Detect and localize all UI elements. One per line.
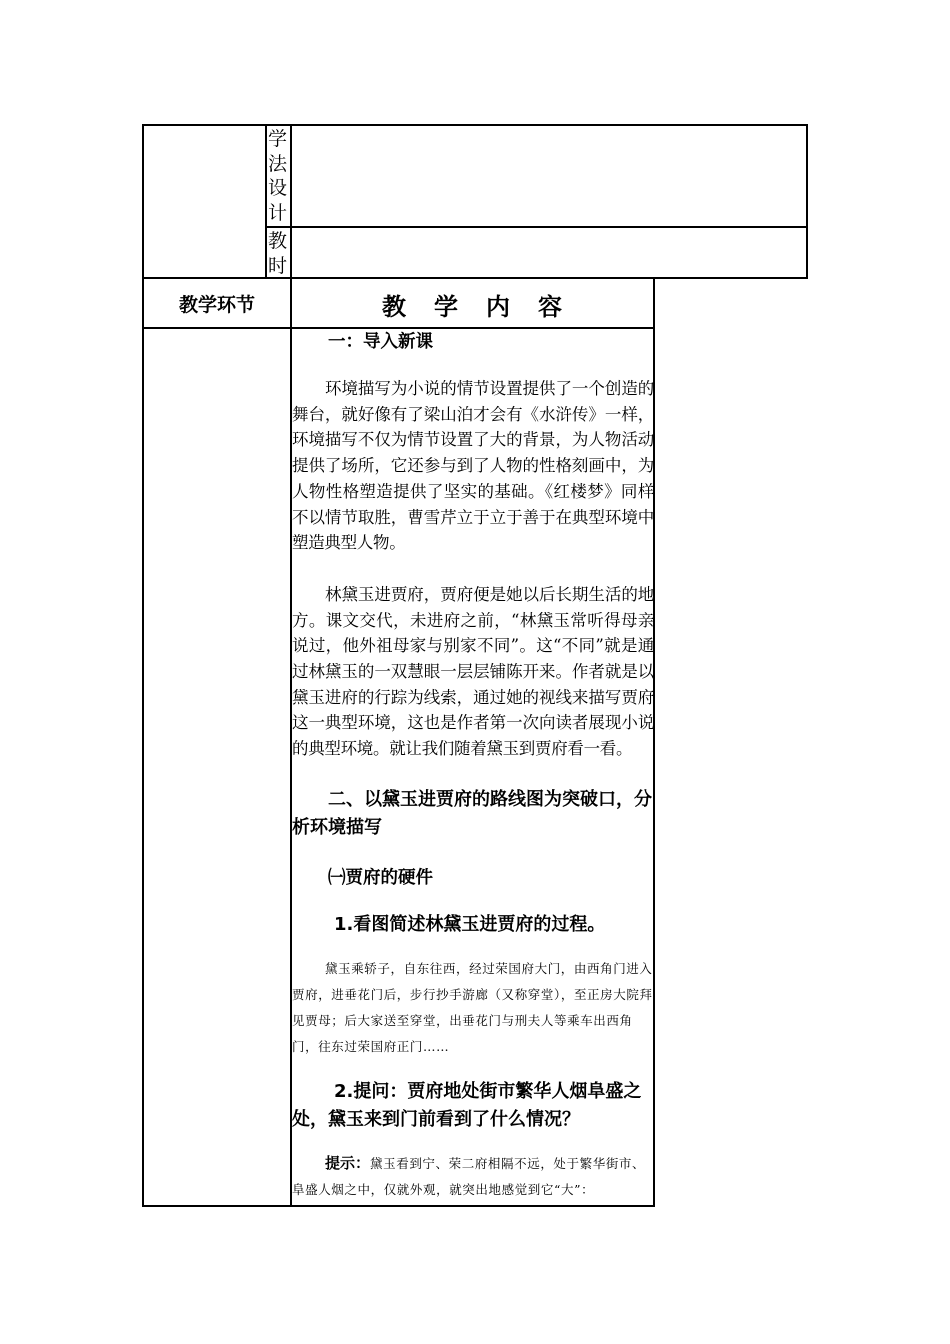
section-heading-route: 二、以黛玉进贾府的路线图为突破口，分析环境描写 bbox=[292, 788, 652, 838]
hint-text: 黛玉看到宁、荣二府相隔不远，处于繁华街市、阜盛人烟之中，仅就外观，就突出地感觉到它“大”： bbox=[292, 1155, 646, 1197]
question-heading-process: 1.看图简述林黛玉进贾府的过程。 bbox=[334, 913, 606, 935]
paragraph-process-answer: 黛玉乘轿子，自东往西，经过荣国府大门，由西角门进入贾府，进垂花门后，步行抄手游廊（又称穿堂），至正房大院拜见贾母；后大家送至穿堂，出垂花门与刑夫人等乘车出西角门，往东过荣国府正门…… bbox=[292, 960, 653, 1054]
teaching-content-header: 教学内容 bbox=[382, 293, 590, 321]
table-border-section-divider bbox=[142, 277, 808, 279]
table-border-top bbox=[142, 124, 808, 126]
question-heading-gate: 2.提问：贾府地处街市繁华人烟阜盛之处，黛玉来到门前看到了什么情况？ bbox=[292, 1080, 642, 1130]
subsection-heading-hardware: ㈠贾府的硬件 bbox=[328, 867, 433, 888]
table-border-label-left bbox=[265, 124, 267, 278]
table-border-right-top bbox=[806, 124, 808, 278]
paragraph-hint bbox=[292, 1150, 654, 1203]
table-border-bottom bbox=[142, 1205, 655, 1207]
teaching-content-cell bbox=[292, 328, 654, 1203]
table-border-row-divider bbox=[265, 226, 808, 228]
hint-label: 提示： bbox=[325, 1153, 371, 1172]
period-label: 教时 bbox=[268, 230, 288, 277]
table-border-label-right bbox=[290, 124, 292, 278]
teaching-stage-header: 教学环节 bbox=[178, 294, 255, 316]
paragraph-jia-mansion: 林黛玉进贾府，贾府便是她以后长期生活的地方。课文交代，未进府之前，“林黛玉常听得母亲说过，他外祖母家与别家不同”。这“不同”就是通过林黛玉的一双慧眼一层层铺陈开来。作者就是以黛玉进府的行踪为线索，通过她的视线来描写贾府这一典型环境，这也是作者第一次向读者展现小说的典型环境。就让我们随着黛玉到贾府看一看。 bbox=[292, 584, 654, 759]
table-border-left bbox=[142, 124, 144, 1207]
study-method-label: 学法设计 bbox=[268, 128, 288, 224]
section-heading-intro: 一：导入新课 bbox=[328, 332, 433, 352]
paragraph-intro: 环境描写为小说的情节设置提供了一个创造的舞台，就好像有了梁山泊才会有《水浒传》一样，环境描写不仅为情节设置了大的背景，为人物活动提供了场所，它还参与到了人物的性格刻画中，为人物性格塑造提供了坚实的基础。《红楼梦》同样不以情节取胜，曹雪芹立于立于善于在典型环境中塑造典型人物。 bbox=[292, 379, 654, 553]
